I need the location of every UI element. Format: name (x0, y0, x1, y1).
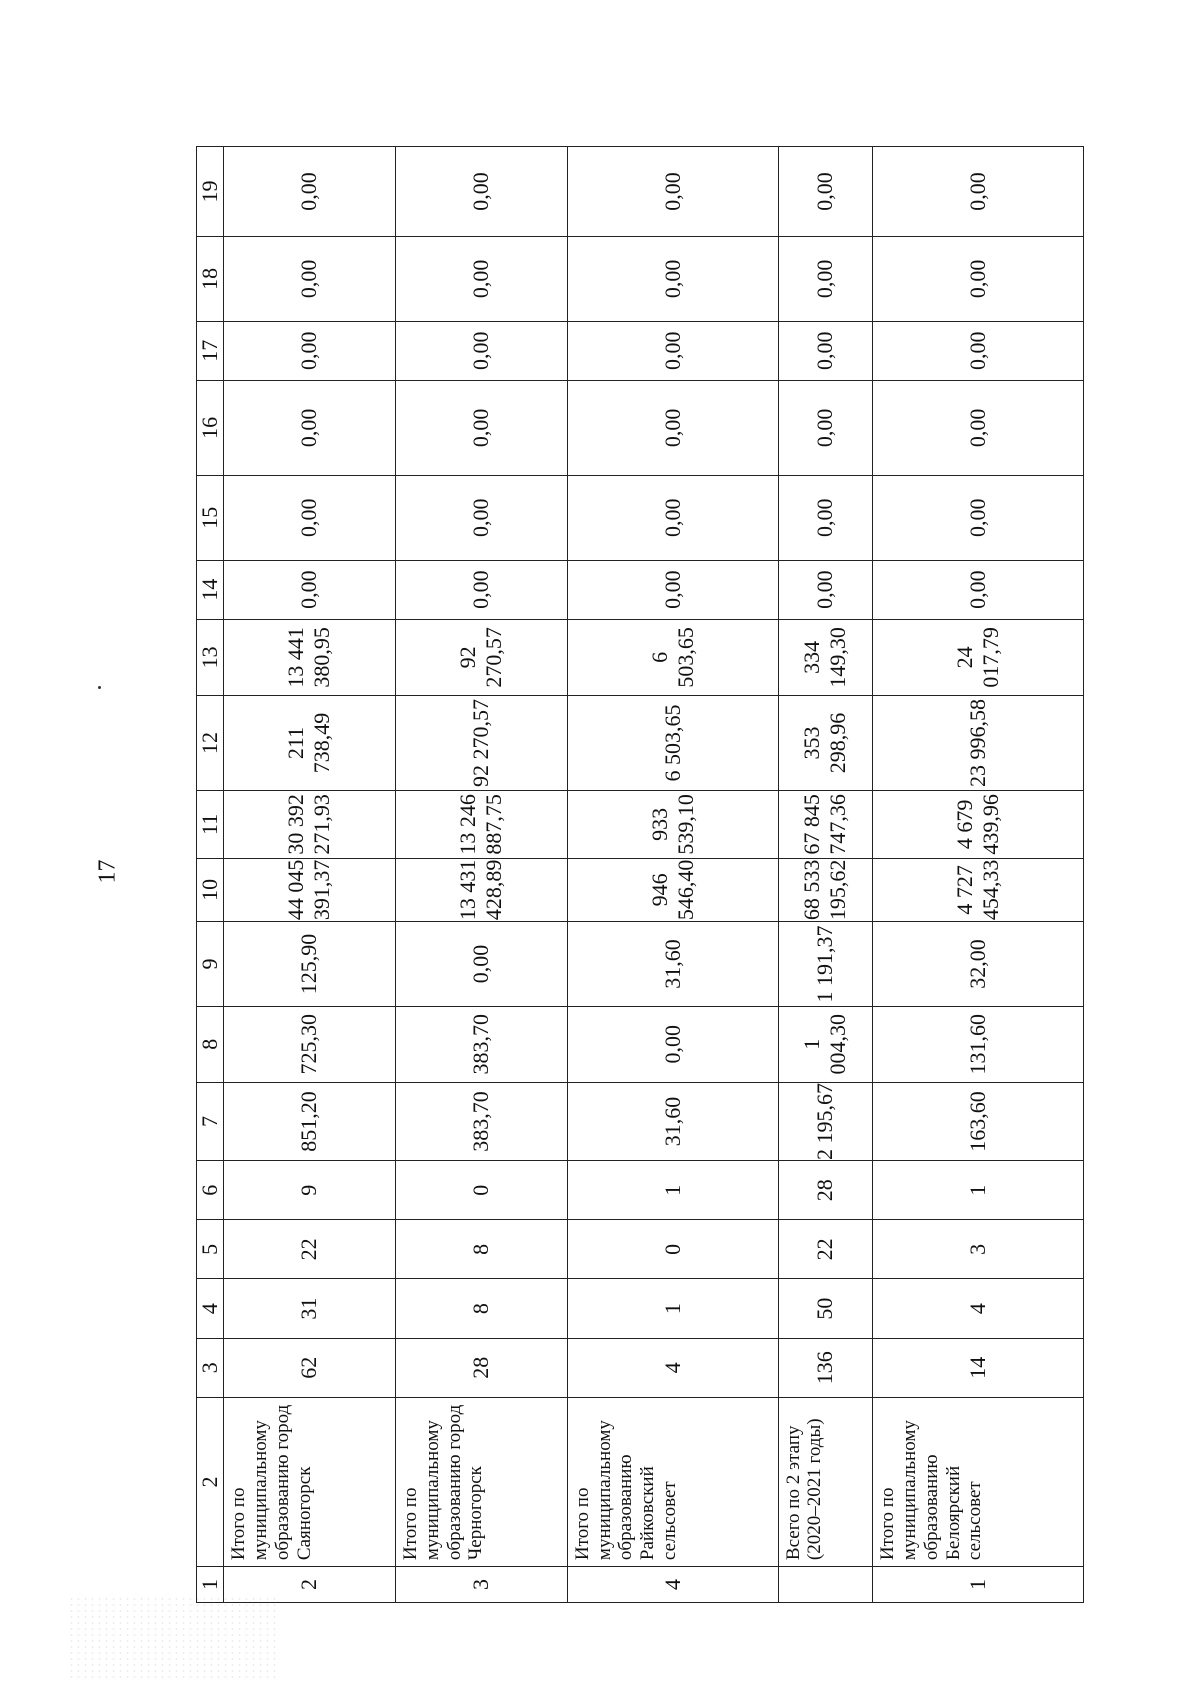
column-header: 3 (197, 1338, 224, 1397)
column-header: 8 (197, 1006, 224, 1082)
table-cell: 6 503,65 (567, 695, 778, 790)
table-cell: 31,60 (567, 922, 778, 1007)
table-cell: 0,00 (778, 147, 873, 237)
column-header: 10 (197, 858, 224, 921)
table-cell: 0,00 (395, 321, 567, 380)
column-header: 2 (197, 1397, 224, 1566)
table-row (873, 147, 1084, 1603)
table-cell: 334 149,30 (778, 619, 873, 695)
table-cell: 0,00 (567, 560, 778, 619)
table-cell: 851,20 (224, 1082, 396, 1160)
column-header: 17 (197, 321, 224, 380)
row-number: 1 (873, 1567, 1084, 1603)
column-header: 18 (197, 237, 224, 322)
row-name: Итого по муниципальному образованию город Черногорск (395, 1397, 567, 1566)
column-header: 4 (197, 1279, 224, 1338)
table-cell: 0,00 (778, 380, 873, 475)
table-cell: 22 (778, 1220, 873, 1279)
table-cell: 0,00 (395, 475, 567, 560)
table-cell: 2 195,67 (778, 1082, 873, 1160)
table-cell: 946 546,40 (567, 858, 778, 921)
table-cell: 44 045 391,37 (224, 858, 396, 921)
column-header: 11 (197, 791, 224, 859)
column-header: 7 (197, 1082, 224, 1160)
column-header: 9 (197, 922, 224, 1007)
row-number: 4 (567, 1567, 778, 1603)
table-cell: 0,00 (395, 560, 567, 619)
table-cell: 68 533 195,62 (778, 858, 873, 921)
table-cell: 13 431 428,89 (395, 858, 567, 921)
table-cell: 0,00 (224, 380, 396, 475)
table-cell: 30 392 271,93 (224, 791, 396, 859)
column-header: 16 (197, 380, 224, 475)
table-cell: 0,00 (567, 321, 778, 380)
table-cell: 725,30 (224, 1006, 396, 1082)
table-cell: 4 679 439,96 (873, 791, 1084, 859)
header-row (197, 147, 224, 1603)
table-cell: 24 017,79 (873, 619, 1084, 695)
table-cell: 0,00 (873, 475, 1084, 560)
scan-noise (68, 1596, 278, 1682)
table-cell: 28 (778, 1161, 873, 1220)
row-number: 2 (224, 1567, 396, 1603)
table-cell: 31,60 (567, 1082, 778, 1160)
column-header: 15 (197, 475, 224, 560)
column-header: 19 (197, 147, 224, 237)
table-cell: 125,90 (224, 922, 396, 1007)
table-cell: 0,00 (873, 560, 1084, 619)
table-cell: 28 (395, 1338, 567, 1397)
table-cell: 1 (873, 1161, 1084, 1220)
table-cell: 0,00 (224, 147, 396, 237)
table-cell: 0,00 (567, 147, 778, 237)
table-cell: 933 539,10 (567, 791, 778, 859)
column-header: 14 (197, 560, 224, 619)
table-cell: 353 298,96 (778, 695, 873, 790)
data-table (196, 146, 1084, 1603)
table-cell: 13 441 380,95 (224, 619, 396, 695)
page-number: 17 (94, 859, 121, 884)
table-cell: 163,60 (873, 1082, 1084, 1160)
table-cell: 50 (778, 1279, 873, 1338)
column-header: 6 (197, 1161, 224, 1220)
table-cell: 0,00 (224, 321, 396, 380)
table-cell: 62 (224, 1338, 396, 1397)
column-header: 13 (197, 619, 224, 695)
table-cell: 0,00 (395, 147, 567, 237)
table-cell: 6 503,65 (567, 619, 778, 695)
table-cell: 0,00 (873, 380, 1084, 475)
column-header: 12 (197, 695, 224, 790)
table-cell: 92 270,57 (395, 619, 567, 695)
table-row (395, 147, 567, 1603)
table-cell: 14 (873, 1338, 1084, 1397)
table-cell: 32,00 (873, 922, 1084, 1007)
table-cell: 131,60 (873, 1006, 1084, 1082)
row-name: Итого по муниципальному образованию Райковский сельсовет (567, 1397, 778, 1566)
table-row (567, 147, 778, 1603)
table-cell: 1 191,37 (778, 922, 873, 1007)
table-cell: 23 996,58 (873, 695, 1084, 790)
table-cell: 0,00 (778, 560, 873, 619)
table-cell: 0,00 (395, 922, 567, 1007)
table-row (224, 147, 396, 1603)
table-cell: 0,00 (224, 475, 396, 560)
table-cell: 8 (395, 1220, 567, 1279)
table-cell: 9 (224, 1161, 396, 1220)
table-cell: 92 270,57 (395, 695, 567, 790)
table-cell: 0,00 (224, 237, 396, 322)
column-header: 1 (197, 1567, 224, 1603)
table-cell: 0,00 (873, 237, 1084, 322)
table-cell: 0,00 (778, 237, 873, 322)
table-cell: 4 (567, 1338, 778, 1397)
row-number: 3 (395, 1567, 567, 1603)
rotated-table-container (196, 146, 1084, 1603)
table-row (778, 147, 873, 1603)
row-name: Итого по муниципальному образованию Белоярский сельсовет (873, 1397, 1084, 1566)
table-cell: 8 (395, 1279, 567, 1338)
table-body (224, 147, 1084, 1603)
table-cell: 31 (224, 1279, 396, 1338)
table-cell: 383,70 (395, 1082, 567, 1160)
row-name: Итого по муниципальному образованию город Саяногорск (224, 1397, 396, 1566)
table-cell: 0 (395, 1161, 567, 1220)
table-cell: 211 738,49 (224, 695, 396, 790)
table-cell: 0,00 (778, 475, 873, 560)
column-header: 5 (197, 1220, 224, 1279)
row-number (778, 1567, 873, 1603)
table-cell: 136 (778, 1338, 873, 1397)
table-cell: 0,00 (778, 321, 873, 380)
table-cell: 22 (224, 1220, 396, 1279)
scan-dot (98, 686, 101, 689)
table-cell: 0,00 (567, 475, 778, 560)
row-name: Всего по 2 этапу (2020–2021 годы) (778, 1397, 873, 1566)
table-cell: 0,00 (873, 147, 1084, 237)
table-cell: 4 727 454,33 (873, 858, 1084, 921)
table-cell: 0,00 (395, 380, 567, 475)
table-cell: 1 (567, 1279, 778, 1338)
table-cell: 0,00 (873, 321, 1084, 380)
table-cell: 1 004,30 (778, 1006, 873, 1082)
table-cell: 3 (873, 1220, 1084, 1279)
table-cell: 383,70 (395, 1006, 567, 1082)
rotated-table (196, 146, 1084, 1603)
table-cell: 0,00 (224, 560, 396, 619)
table-cell: 0,00 (567, 237, 778, 322)
table-cell: 1 (567, 1161, 778, 1220)
table-cell: 13 246 887,75 (395, 791, 567, 859)
table-cell: 0 (567, 1220, 778, 1279)
table-cell: 0,00 (395, 237, 567, 322)
table-cell: 0,00 (567, 380, 778, 475)
table-cell: 67 845 747,36 (778, 791, 873, 859)
table-cell: 0,00 (567, 1006, 778, 1082)
table-cell: 4 (873, 1279, 1084, 1338)
